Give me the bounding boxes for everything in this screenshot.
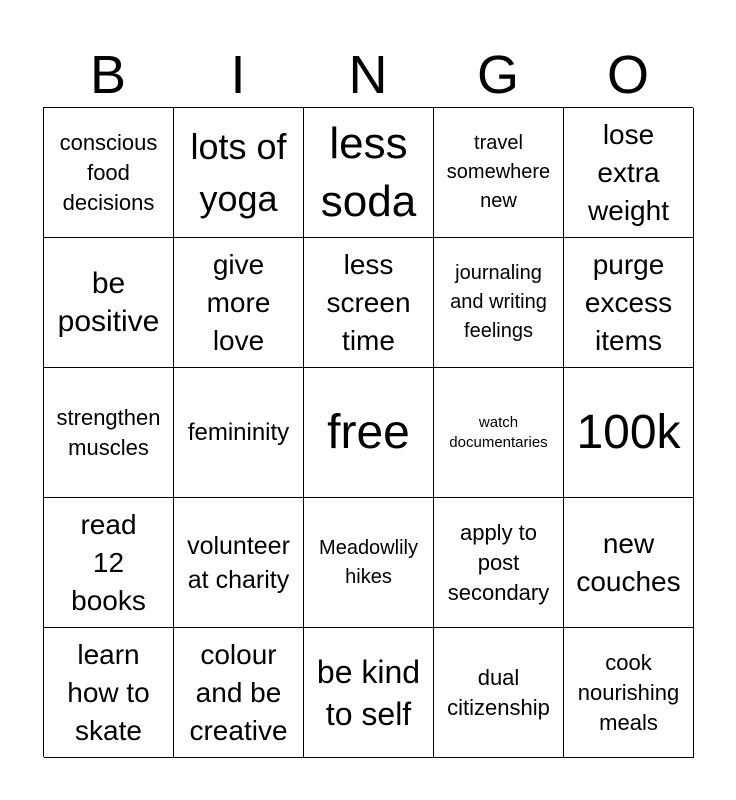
cell-text: 100k — [576, 405, 681, 459]
bingo-cell[interactable] — [304, 628, 434, 758]
bingo-cell[interactable] — [44, 238, 174, 368]
bingo-cell[interactable] — [434, 238, 564, 368]
bingo-cell[interactable] — [44, 628, 174, 758]
cell-text: lose extra weight — [588, 118, 669, 226]
cell-text: give more love — [206, 248, 271, 356]
cell-text: strengthen muscles — [56, 404, 161, 460]
bingo-cell[interactable] — [304, 498, 434, 628]
bingo-cell[interactable] — [434, 368, 564, 498]
bingo-cell[interactable] — [304, 108, 434, 238]
bingo-cell[interactable] — [174, 238, 304, 368]
header-letter-g: G — [476, 45, 519, 105]
bingo-cell[interactable] — [44, 498, 174, 628]
bingo-cell[interactable] — [564, 498, 694, 628]
bingo-cell[interactable] — [44, 108, 174, 238]
cell-text: volunteer at charity — [187, 531, 290, 594]
header-letter-i: I — [230, 45, 246, 105]
bingo-cell[interactable] — [564, 108, 694, 238]
cell-text: be positive — [57, 266, 160, 338]
cell-text: dual citizenship — [447, 664, 550, 720]
bingo-cell[interactable] — [174, 368, 304, 498]
bingo-header — [43, 42, 693, 108]
cell-text: less screen time — [326, 248, 411, 356]
cell-text: free — [327, 405, 410, 459]
bingo-cell[interactable] — [304, 368, 434, 498]
bingo-cell[interactable] — [564, 368, 694, 498]
cell-text: conscious food decisions — [59, 129, 158, 215]
bingo-cell[interactable] — [174, 628, 304, 758]
header-letter-b: B — [89, 45, 127, 105]
cell-text: colour and be creative — [189, 638, 288, 746]
header-letter-o: O — [606, 45, 649, 105]
cell-text: lots of yoga — [190, 125, 287, 219]
cell-text: apply to post secondary — [447, 519, 550, 605]
cell-text: learn how to skate — [67, 638, 150, 746]
bingo-cell[interactable] — [564, 238, 694, 368]
bingo-cell[interactable] — [564, 628, 694, 758]
bingo-cell[interactable] — [174, 108, 304, 238]
bingo-cell[interactable] — [434, 108, 564, 238]
cell-text: read 12 books — [71, 508, 146, 616]
bingo-board — [43, 107, 693, 757]
cell-text: femininity — [187, 419, 290, 446]
cell-text: new couches — [576, 527, 681, 597]
bingo-cell[interactable] — [44, 368, 174, 498]
cell-text: cook nourishing meals — [577, 649, 680, 735]
bingo-cell[interactable] — [434, 498, 564, 628]
bingo-cell[interactable] — [304, 238, 434, 368]
cell-text: purge excess items — [584, 248, 673, 356]
bingo-cell[interactable] — [174, 498, 304, 628]
cell-text: less soda — [320, 118, 417, 226]
cell-text: Meadowlily hikes — [319, 536, 418, 588]
header-letter-n: N — [348, 45, 388, 105]
cell-text: journaling and writing feelings — [450, 262, 547, 342]
cell-text: travel somewhere new — [446, 132, 551, 212]
cell-text: watch documentaries — [449, 413, 548, 451]
cell-text: be kind to self — [316, 653, 421, 732]
bingo-cell[interactable] — [434, 628, 564, 758]
